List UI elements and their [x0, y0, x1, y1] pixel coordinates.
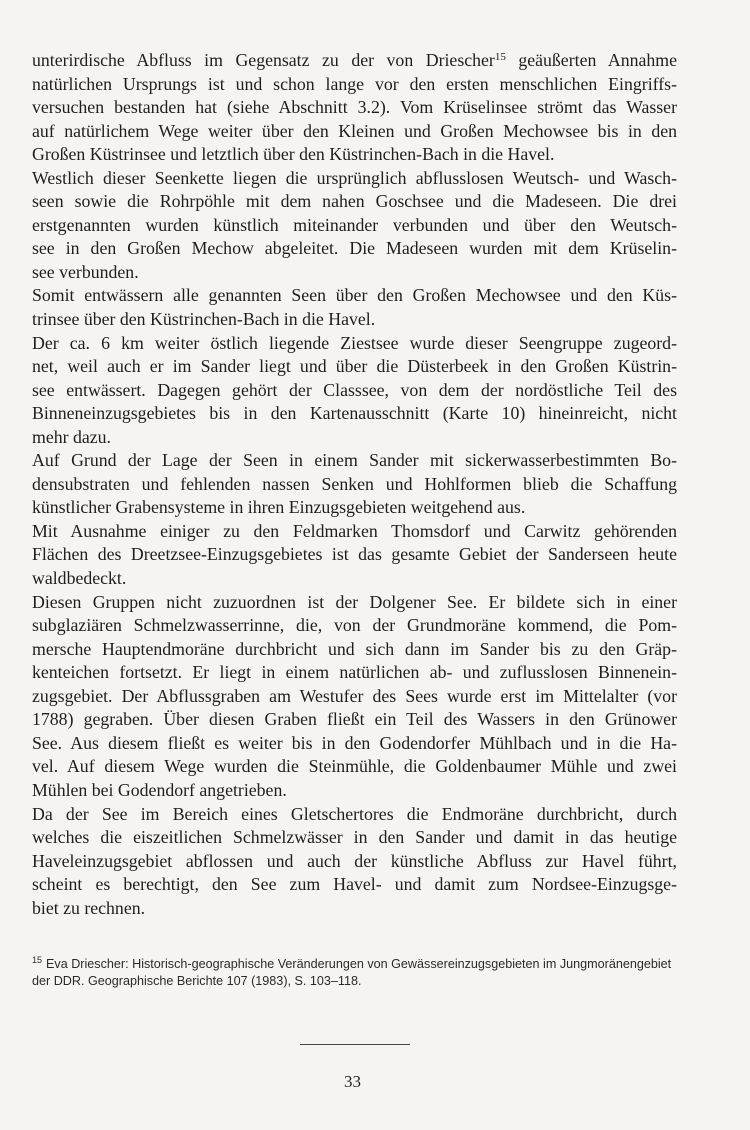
text-line: Flächen des Dreetzsee-Einzugsgebietes ist das gesamte Gebiet der Sanderseen heute	[32, 544, 677, 565]
text-line: zugsgebiet. Der Abflussgraben am Westufer des Sees wurde erst im Mittelalter (vor	[32, 685, 677, 706]
text-line: subglaziären Schmelzwasserrinne, die, von der Grundmoräne kommend, die Pom-	[32, 615, 677, 636]
footnote-line: der DDR. Geographische Berichte 107 (1983), S. 103–118.	[32, 974, 362, 988]
paragraph	[32, 167, 677, 285]
text-line: see entwässert. Dagegen gehört der Classsee, von dem der nordöstliche Teil des	[32, 379, 677, 400]
separator-rule	[300, 1044, 410, 1045]
paragraph	[32, 49, 677, 167]
text-line: Binneneinzugsgebietes bis in den Kartenausschnitt (Karte 10) hineinreicht, nicht	[32, 403, 677, 424]
text-line: natürlichen Ursprungs ist und schon lange vor den ersten menschlichen Eingriffs-	[32, 73, 677, 94]
text-line: Mühlen bei Godendorf angetrieben.	[32, 779, 287, 800]
paragraph	[32, 284, 677, 331]
text-line: Auf Grund der Lage der Seen in einem Sander mit sickerwasserbestimmten Bo-	[32, 450, 677, 471]
text-line: scheint es berechtigt, den See zum Havel- und damit zum Nordsee-Einzugsge-	[32, 874, 677, 895]
text-line: Mit Ausnahme einiger zu den Feldmarken Thomsdorf und Carwitz gehörenden	[32, 520, 677, 541]
paragraph	[32, 591, 677, 803]
text-line: seen sowie die Rohrpöhle mit dem nahen Goschsee und die Madeseen. Die drei	[32, 191, 677, 212]
footnote-reference[interactable]: 15	[494, 51, 506, 63]
text-line: densubstraten und fehlenden nassen Senken und Hohlformen blieb die Schaffung	[32, 473, 677, 494]
text-line: trinsee über den Küstrinchen-Bach in die Havel.	[32, 309, 376, 330]
text-line: versuchen bestanden hat (siehe Abschnitt 3.2). Vom Krüselinsee strömt das Wasser	[32, 97, 677, 118]
paragraph	[32, 449, 677, 520]
text-line: Westlich dieser Seenkette liegen die ursprünglich abflusslosen Weutsch- und Wasch-	[32, 167, 677, 188]
text-line: Haveleinzugsgebiet abflossen und auch der künstliche Abfluss zur Havel führt,	[32, 850, 677, 871]
paragraph	[32, 332, 677, 450]
text-line: waldbedeckt.	[32, 568, 127, 589]
text-line: unterirdische Abfluss im Gegensatz zu der von Driescher$^{15}$ geäußerten Annahme	[32, 50, 678, 70]
footnote-number: 15	[32, 955, 43, 965]
text-line: auf natürlichem Wege weiter über den Kleinen und Großen Mechowsee bis in den	[32, 120, 677, 141]
footnote	[32, 956, 692, 990]
paragraph	[32, 520, 677, 591]
text-line: Diesen Gruppen nicht zuzuordnen ist der Dolgener See. Er bildete sich in einer	[32, 591, 677, 612]
text-line: Da der See im Bereich eines Gletschertores die Endmoräne durchbricht, durch	[32, 803, 677, 824]
text-line: mersche Hauptendmoräne durchbricht und sich dann im Sander bis zu den Gräp-	[32, 638, 677, 659]
text-line: see in den Großen Mechow abgeleitet. Die Madeseen wurden mit dem Krüselin-	[32, 238, 677, 259]
text-line: kenteichen fortsetzt. Er liegt in einem natürlichen ab- und zuflusslosen Binnenein-	[32, 662, 677, 683]
text-line: net, weil auch er im Sander liegt und über die Düsterbeek in den Großen Küstrin-	[32, 356, 677, 377]
text-line: vel. Auf diesem Wege wurden die Steinmühle, die Goldenbaumer Mühle und zwei	[32, 756, 677, 777]
body-text	[32, 49, 677, 920]
text-line: Somit entwässern alle genannten Seen über den Großen Mechowsee und den Küs-	[32, 285, 677, 306]
text-line: 1788) gegraben. Über diesen Graben fließt ein Teil des Wassers in den Grünower	[32, 709, 677, 730]
text-line: erstgenannten wurden künstlich miteinander verbunden und über den Weutsch-	[32, 214, 677, 235]
text-line: welches die eiszeitlichen Schmelzwässer in den Sander und damit in das heutige	[32, 827, 677, 848]
text-line: mehr dazu.	[32, 426, 111, 447]
text-line: See. Aus diesem fließt es weiter bis in den Godendorfer Mühlbach und in die Ha-	[32, 732, 677, 753]
page-number: 33	[344, 1072, 361, 1091]
text-line: Der ca. 6 km weiter östlich liegende Ziestsee wurde dieser Seengruppe zugeord-	[32, 332, 677, 353]
paragraph	[32, 803, 677, 921]
text-line: künstlicher Grabensysteme in ihren Einzugsgebieten weitgehend aus.	[32, 497, 526, 518]
text-line: biet zu rechnen.	[32, 897, 146, 918]
footnote-line: $^{15}$ Eva Driescher: Historisch-geographische Veränderungen von Gewässereinzugsgebieten im Jungmoränengebiet	[32, 955, 672, 971]
text-line: see verbunden.	[32, 261, 139, 282]
text-line: Großen Küstrinsee und letztlich über den Küstrinchen-Bach in die Havel.	[32, 144, 555, 165]
